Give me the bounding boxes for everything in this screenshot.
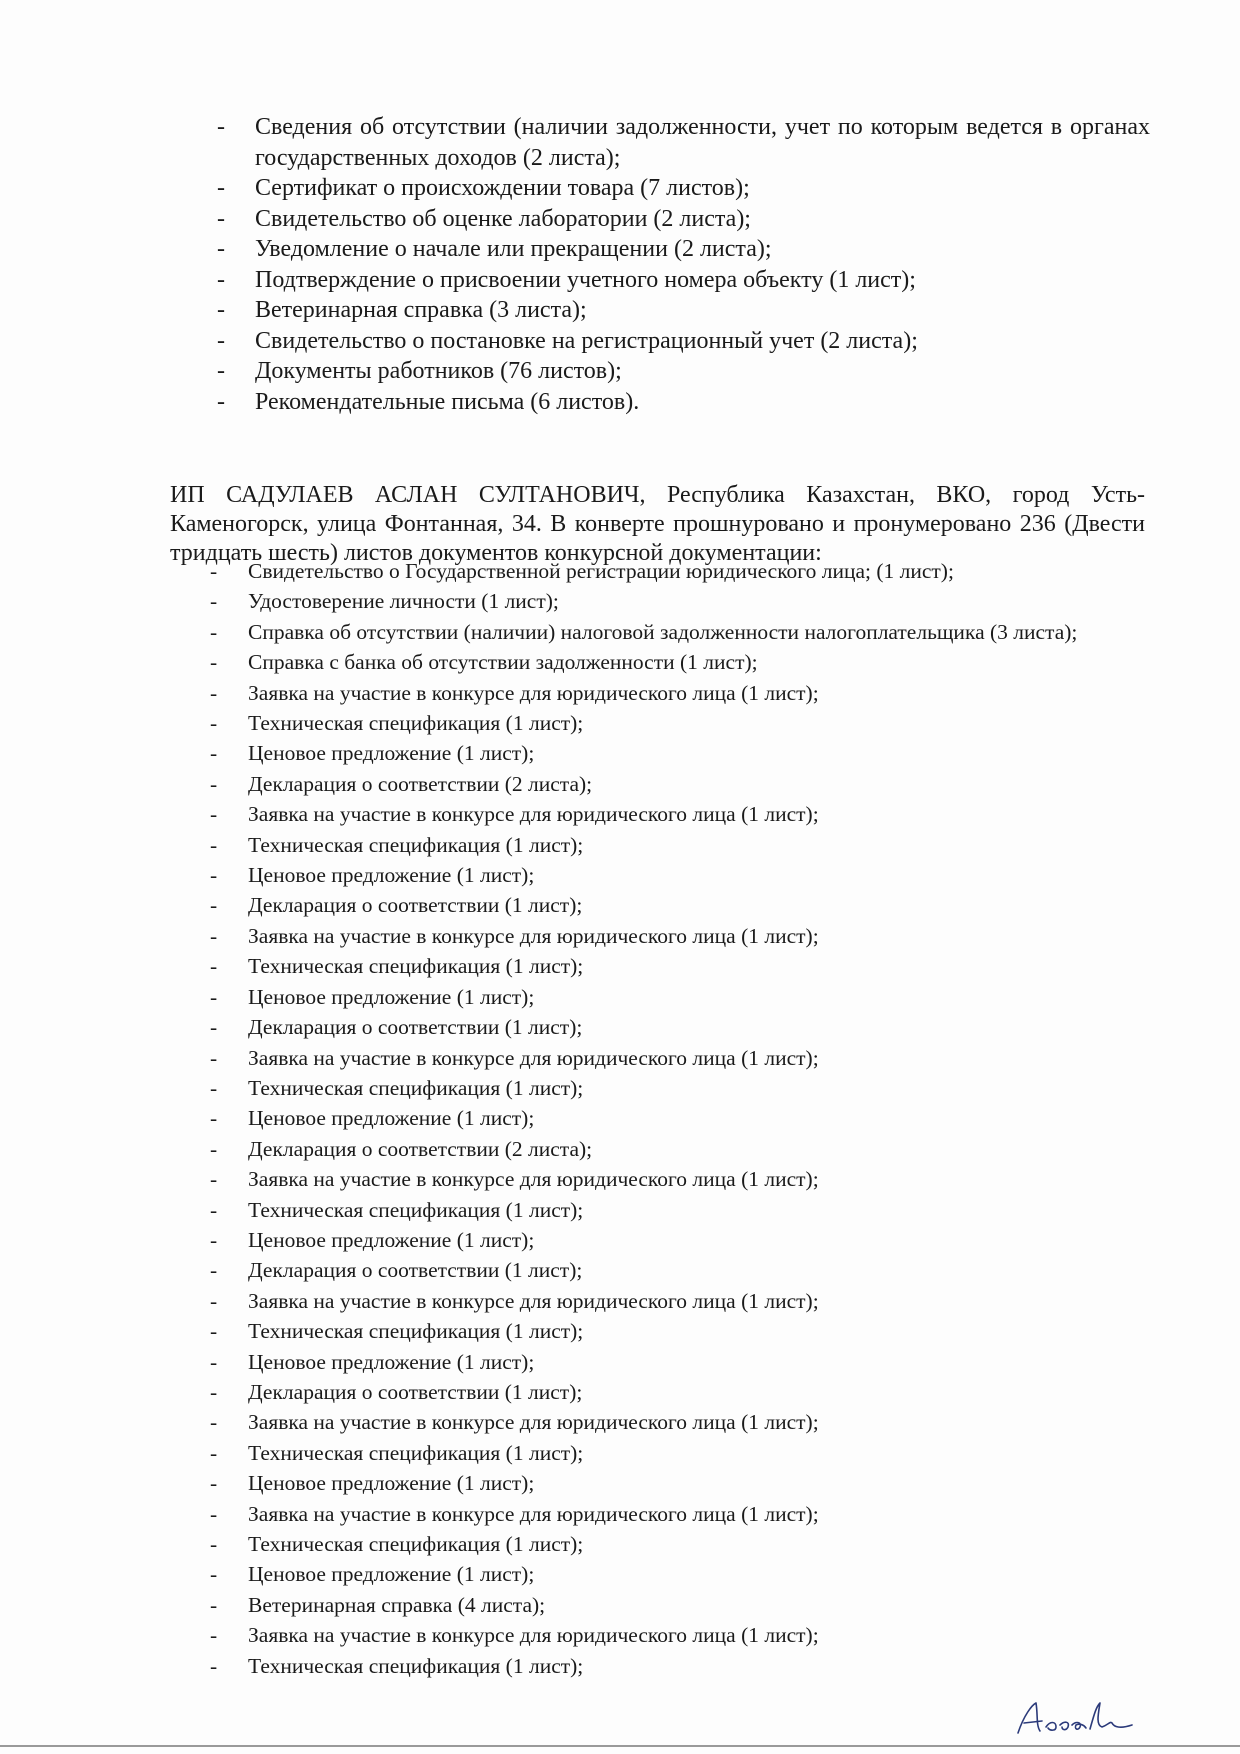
- list-item-text: Техническая спецификация (1 лист);: [248, 711, 584, 736]
- list-bullet: -: [210, 1258, 218, 1283]
- document-list-bottom: [210, 556, 1148, 1681]
- list-item: [210, 678, 1148, 708]
- list-item-text: Свидетельство о постановке на регистрационный учет (2 листа);: [255, 327, 918, 354]
- list-bullet: -: [210, 1379, 218, 1404]
- list-item: [210, 586, 1148, 616]
- list-bullet: -: [217, 205, 225, 232]
- list-bullet: -: [210, 1532, 218, 1556]
- list-item-text: Техническая спецификация (1 лист);: [248, 832, 584, 857]
- list-bullet: -: [210, 802, 218, 827]
- list-bullet: -: [210, 1227, 218, 1252]
- list-item-text: Техническая спецификация (1 лист);: [248, 1653, 584, 1678]
- list-item-text: Ценовое предложение (1 лист);: [248, 1562, 535, 1587]
- list-item-text: Техническая спецификация (1 лист);: [248, 1075, 584, 1100]
- list-bullet: -: [210, 1592, 218, 1617]
- list-item: [210, 982, 1148, 1012]
- list-item: [210, 1316, 1148, 1346]
- list-item-text: Ветеринарная справка (4 листа);: [248, 1592, 546, 1617]
- list-item-text: Удостоверение личности (1 лист);: [248, 589, 559, 614]
- list-item: [210, 1255, 1148, 1285]
- list-item-text: Техническая спецификация (1 лист);: [248, 1440, 584, 1465]
- list-item-text: Заявка на участие в конкурсе для юридического лица (1 лист);: [248, 1288, 819, 1313]
- handwritten-signature: [1010, 1695, 1140, 1740]
- list-item-text: Ценовое предложение (1 лист);: [248, 984, 535, 1009]
- list-item-text: Заявка на участие в конкурсе для юридического лица (1 лист);: [248, 923, 819, 948]
- list-bullet: -: [210, 1471, 218, 1496]
- list-bullet: -: [210, 1562, 218, 1587]
- list-bullet: -: [217, 114, 225, 140]
- list-item-text: Декларация о соответствии (2 листа);: [248, 1136, 593, 1161]
- list-bullet: -: [210, 741, 218, 766]
- list-bullet: -: [217, 358, 225, 384]
- list-bullet: -: [210, 1075, 218, 1100]
- list-bullet: -: [210, 619, 218, 644]
- list-item: [210, 1164, 1148, 1194]
- list-item: [210, 951, 1148, 981]
- list-bullet: -: [210, 984, 218, 1009]
- list-item-text: Заявка на участие в конкурсе для юридического лица (1 лист);: [248, 680, 819, 705]
- list-item-text: Ценовое предложение (1 лист);: [248, 1471, 535, 1496]
- list-item-text: Заявка на участие в конкурсе для юридического лица (1 лист);: [248, 1045, 819, 1070]
- list-item-text: Техническая спецификация (1 лист);: [248, 954, 584, 979]
- list-bullet: -: [210, 1015, 218, 1040]
- list-bullet: -: [217, 388, 225, 415]
- list-bullet: -: [210, 1653, 218, 1678]
- list-item: [210, 738, 1148, 768]
- list-item-text: Сведения об отсутствии (наличии задолженности, учет по которым ведется в органах государственных доходов (2 листа);: [255, 114, 1150, 171]
- list-item: [210, 1468, 1148, 1498]
- list-bullet: -: [210, 771, 218, 796]
- list-item: [210, 1590, 1148, 1620]
- list-bullet: -: [217, 175, 225, 201]
- list-item-text: Ценовое предложение (1 лист);: [248, 1349, 535, 1374]
- list-item: [210, 769, 1148, 799]
- list-bullet: -: [210, 650, 218, 675]
- list-item-text: Справка с банка об отсутствии задолженности (1 лист);: [248, 650, 758, 675]
- list-item-text: Заявка на участие в конкурсе для юридического лица (1 лист);: [248, 802, 819, 827]
- list-item-text: Заявка на участие в конкурсе для юридического лица (1 лист);: [248, 1623, 819, 1648]
- list-bullet: -: [217, 327, 225, 354]
- list-item: [210, 1407, 1148, 1437]
- list-item-text: Декларация о соответствии (1 лист);: [248, 893, 583, 918]
- list-item-text: Справка об отсутствии (наличии) налоговой задолженности налогоплательщика (3 листа);: [248, 619, 1078, 644]
- list-bullet: -: [210, 893, 218, 918]
- list-item: [210, 890, 1148, 920]
- list-item-text: Заявка на участие в конкурсе для юридического лица (1 лист);: [248, 1410, 819, 1435]
- list-bullet: -: [210, 1623, 218, 1648]
- list-bullet: -: [210, 1349, 218, 1374]
- list-bullet: -: [210, 680, 218, 705]
- list-item-text: Техническая спецификация (1 лист);: [248, 1197, 584, 1222]
- list-item: [210, 830, 1148, 860]
- list-item: [210, 1103, 1148, 1133]
- list-item-text: Заявка на участие в конкурсе для юридического лица (1 лист);: [248, 1501, 819, 1526]
- list-item: [210, 1043, 1148, 1073]
- company-paragraph: ИП САДУЛАЕВ АСЛАН СУЛТАНОВИЧ, Республика Казахстан, ВКО, город Усть-Каменогорск, улица Фонтанная, 34. В конверте прошнуровано и пронумеровано 236 (Двести тридцать шесть) листов документов конкурсной документации:: [170, 482, 1145, 566]
- list-item: [210, 1225, 1148, 1255]
- list-bullet: -: [217, 297, 225, 323]
- list-item-text: Ценовое предложение (1 лист);: [248, 741, 535, 766]
- list-bullet: -: [210, 1167, 218, 1192]
- list-item-text: Декларация о соответствии (1 лист);: [248, 1258, 583, 1283]
- list-item-text: Документы работников (76 листов);: [255, 358, 622, 384]
- list-item: [217, 356, 1150, 387]
- list-item: [210, 1377, 1148, 1407]
- list-item: [210, 921, 1148, 951]
- list-bullet: -: [210, 711, 218, 736]
- list-bullet: -: [210, 923, 218, 948]
- list-item-text: Рекомендательные письма (6 листов).: [255, 388, 640, 415]
- list-item-text: Техническая спецификация (1 лист);: [248, 1532, 584, 1556]
- list-item-text: Свидетельство об оценке лаборатории (2 листа);: [255, 205, 751, 232]
- list-item: [210, 708, 1148, 738]
- list-bullet: -: [210, 863, 218, 888]
- list-item: [217, 387, 1150, 418]
- list-item-text: Декларация о соответствии (2 листа);: [248, 771, 593, 796]
- list-bullet: -: [217, 266, 225, 293]
- list-item: [210, 1012, 1148, 1042]
- list-item: [210, 1620, 1148, 1650]
- list-item: [217, 173, 1150, 204]
- list-item-text: Техническая спецификация (1 лист);: [248, 1319, 584, 1344]
- list-bullet: -: [210, 559, 218, 583]
- list-item: [210, 1559, 1148, 1589]
- list-item-text: Сертификат о происхождении товара (7 листов);: [255, 175, 750, 201]
- list-item-text: Свидетельство о Государственной регистрации юридического лица; (1 лист);: [248, 559, 954, 583]
- list-item: [217, 265, 1150, 296]
- list-bullet: -: [210, 954, 218, 979]
- list-item-text: Декларация о соответствии (1 лист);: [248, 1015, 583, 1040]
- list-item: [210, 1499, 1148, 1529]
- list-item: [217, 204, 1150, 235]
- list-item: [210, 647, 1148, 677]
- list-bullet: -: [210, 1136, 218, 1161]
- list-item: [217, 295, 1150, 326]
- list-bullet: -: [210, 589, 218, 614]
- list-bullet: -: [210, 1410, 218, 1435]
- list-item: [210, 1073, 1148, 1103]
- list-item: [210, 860, 1148, 890]
- list-item: [210, 1438, 1148, 1468]
- list-bullet: -: [210, 1440, 218, 1465]
- list-item-text: Ветеринарная справка (3 листа);: [255, 297, 587, 323]
- list-item: [210, 799, 1148, 829]
- document-list-top: [217, 112, 1150, 417]
- list-bullet: -: [210, 1288, 218, 1313]
- list-bullet: -: [210, 1045, 218, 1070]
- list-item: [210, 1347, 1148, 1377]
- list-item-text: Ценовое предложение (1 лист);: [248, 863, 535, 888]
- list-item: [210, 617, 1148, 647]
- list-item-text: Ценовое предложение (1 лист);: [248, 1106, 535, 1131]
- list-item: [210, 1651, 1148, 1681]
- list-bullet: -: [210, 1319, 218, 1344]
- list-item-text: Уведомление о начале или прекращении (2 листа);: [255, 236, 772, 262]
- list-item-text: Подтверждение о присвоении учетного номера объекту (1 лист);: [255, 266, 916, 293]
- list-item-text: Декларация о соответствии (1 лист);: [248, 1379, 583, 1404]
- list-item-text: Заявка на участие в конкурсе для юридического лица (1 лист);: [248, 1167, 819, 1192]
- list-item: [217, 112, 1150, 173]
- list-bullet: -: [210, 1106, 218, 1131]
- list-bullet: -: [210, 1501, 218, 1526]
- list-item: [217, 326, 1150, 357]
- list-bullet: -: [217, 236, 225, 262]
- list-item: [210, 556, 1148, 586]
- list-item: [210, 1529, 1148, 1559]
- list-bullet: -: [210, 1197, 218, 1222]
- list-item: [210, 1286, 1148, 1316]
- list-item-text: Ценовое предложение (1 лист);: [248, 1227, 535, 1252]
- page-bottom-edge: [0, 1745, 1240, 1747]
- list-item: [210, 1195, 1148, 1225]
- list-item: [210, 1134, 1148, 1164]
- list-bullet: -: [210, 832, 218, 857]
- list-item: [217, 234, 1150, 265]
